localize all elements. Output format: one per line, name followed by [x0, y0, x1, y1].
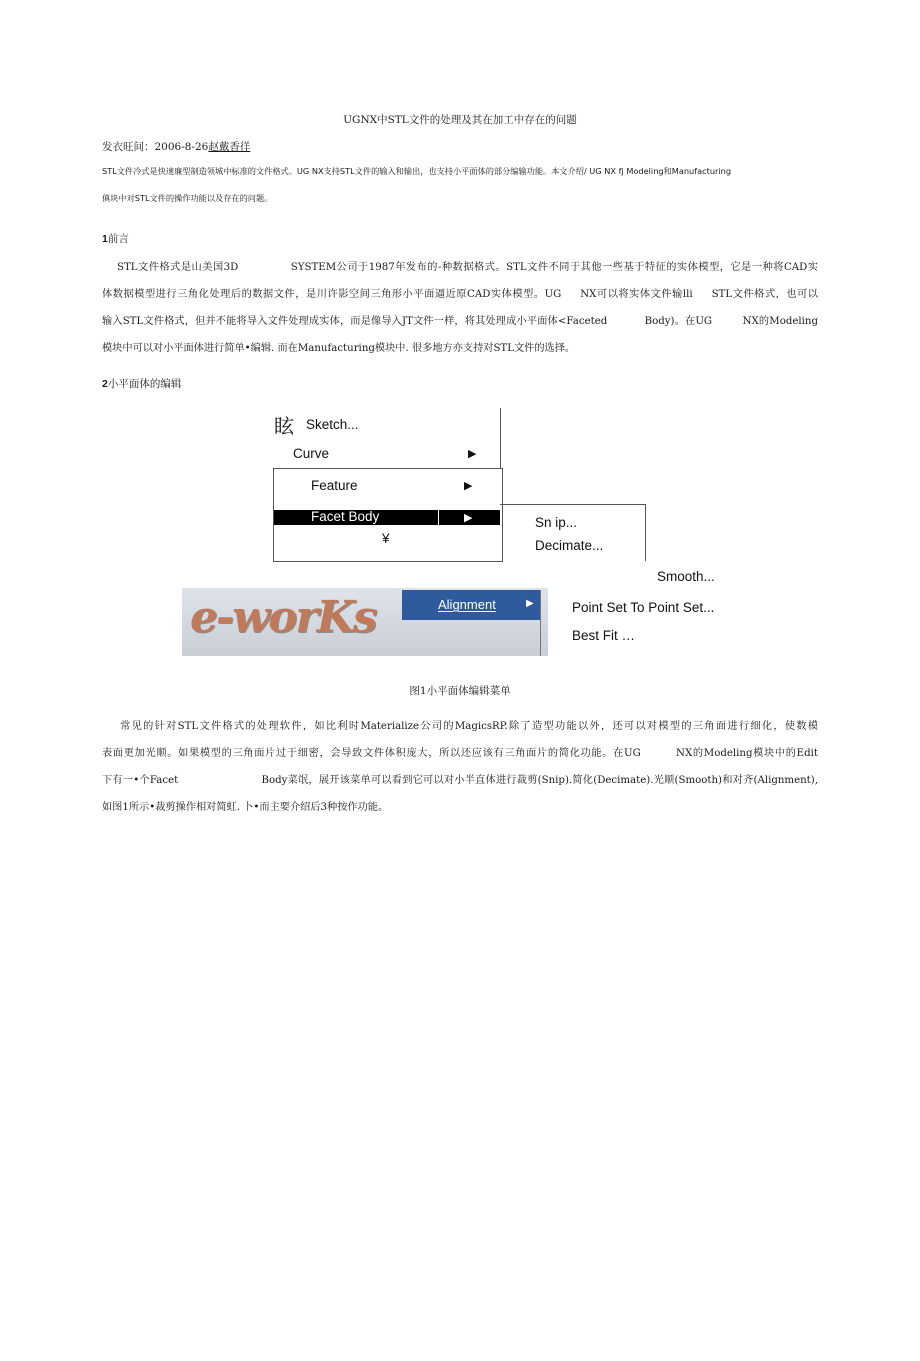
- menu-item-curve[interactable]: Curve: [293, 446, 330, 461]
- section-2-number: 2: [102, 378, 108, 390]
- alignment-label: Alignment: [438, 597, 496, 612]
- section-1-number: 1: [102, 233, 108, 245]
- section-1-heading: [102, 231, 129, 246]
- menu-item-decimate[interactable]: Decimate...: [535, 538, 604, 553]
- menu-divider: [438, 510, 439, 525]
- menu-more-indicator: ¥: [382, 531, 390, 546]
- curve-submenu-arrow-icon: ▶: [468, 447, 477, 460]
- sketch-glyph-icon: 眩: [274, 414, 294, 438]
- body-line-3: 下有一•个Facet Body菜氓，展开该菜单可以看到它可以对小半直体进行裁剪(Snip).简化(Decimate).光顺(Smooth)和对齐(Alignment),: [102, 775, 818, 786]
- abstract-line-2: 傎块中对STL文件的操作功能以及存在的问题。: [102, 193, 273, 203]
- abstract-line-1: STL文件冷式是快速廉型制造领城中标准的文件格式。UG NX支持STL文件的输入和输出，也支持小平面体的部分编输功能。本文介绍/ UG NX fj Modeling和Manufacturing: [102, 166, 732, 176]
- menu-item-alignment[interactable]: [402, 590, 540, 620]
- alignment-submenu-edge: [540, 590, 541, 656]
- facet-body-submenu-arrow-icon: ▶: [464, 511, 473, 524]
- menu-item-point-set-to-point-set[interactable]: Point Set To Point Set...: [572, 600, 715, 615]
- section-2-heading: [102, 376, 181, 391]
- publish-date: 发衣旺间：2006-8-26: [102, 141, 209, 153]
- author-link[interactable]: 赵戴香徉: [208, 141, 251, 153]
- section-1-line-3: 输入STL文件格式，但并不能将导入文件处理成实体，而是像导入JT文件一样，将其处理成小平面体<Faceted Body)。在UG NX的Modeling: [102, 316, 818, 327]
- menu-item-facet-body[interactable]: [274, 510, 500, 525]
- section-1-line-2: 体数据模型进行三角化处理后的数据文件，是川许影空间三角形小平面逼近原CAD实体模型。UG NX可以将实体文件输lli STL文件格式，也可以: [102, 289, 818, 300]
- menu-item-best-fit[interactable]: Best Fit …: [572, 628, 636, 643]
- menu-item-feature[interactable]: Feature: [311, 478, 358, 493]
- body-line-4: 如图1所示•裁剪操作相对简虹. 卜•而主要介绍后3种按作功能。: [102, 802, 389, 813]
- facet-body-label: Facet Body: [311, 509, 380, 524]
- menu-item-snip[interactable]: Sn ip...: [535, 515, 578, 530]
- feature-submenu-arrow-icon: ▶: [464, 479, 473, 492]
- body-line-2: 表面更加光顺。如果模型的三角面片过于细密，会导致文件体积庞大，所以还应该有三角面片的简化功能。在UG NX的Modeling模块中的Edit: [102, 748, 818, 759]
- eworks-logo: e-worKs: [190, 592, 376, 643]
- alignment-submenu-arrow-icon: ▶: [526, 598, 534, 609]
- publish-meta: [102, 139, 250, 154]
- section-2-title: 小平面体的编辑: [107, 378, 182, 390]
- section-1-line-4: 模块中可以对小平面体进行简单•编辑. 而在Manufacturing模块中. 很多地方亦支持对STL文件的选择。: [102, 343, 576, 354]
- menu-item-sketch[interactable]: Sketch...: [306, 417, 359, 432]
- eworks-banner: [182, 588, 548, 656]
- section-1-line-1: STL文件格式是山美国3D SYSTEM公司于1987年发布的-种数据格式。STL文件不同于其他一些基于特征的实体模型，它是一种将CAD实: [102, 262, 818, 273]
- menu-item-smooth[interactable]: Smooth...: [657, 569, 715, 584]
- document-title: UGNX中STL文件的处理及其在加工中存在的问题: [343, 114, 577, 126]
- section-1-title: 前言: [107, 233, 129, 245]
- body-line-1: 常见的针对STL文件格式的处理软件，如比利时Materialize公司的MagicsRP.除了造型功能以外，还可以对模型的三角面进行细化，使数模: [102, 721, 818, 732]
- figure-caption: 图1小平面体编辑菜单: [409, 685, 511, 697]
